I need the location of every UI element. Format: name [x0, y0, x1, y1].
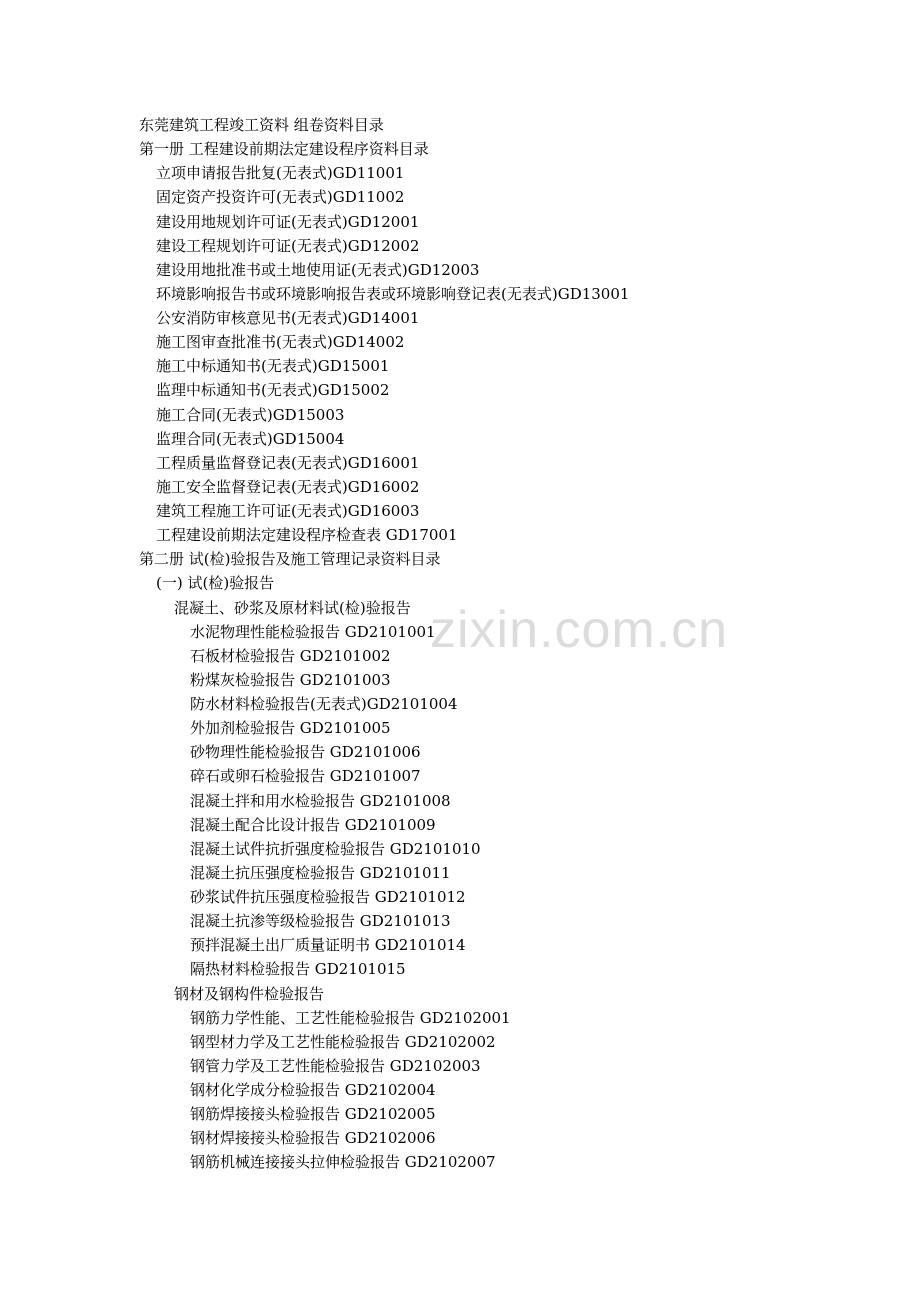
toc-subsection: 混凝土、砂浆及原材料试(检)验报告 — [174, 598, 411, 617]
toc-heading: 第二册 试(检)验报告及施工管理记录资料目录 — [139, 550, 441, 569]
toc-item: 固定资产投资许可(无表式)GD11002 — [156, 188, 405, 207]
toc-item: 立项申请报告批复(无表式)GD11001 — [156, 164, 405, 183]
toc-subitem: 混凝土抗渗等级检验报告 GD2101013 — [190, 912, 451, 931]
toc-item: (一) 试(检)验报告 — [156, 574, 275, 593]
toc-item: 工程建设前期法定建设程序检查表 GD17001 — [156, 526, 458, 545]
toc-subitem: 混凝土拌和用水检验报告 GD2101008 — [190, 791, 451, 810]
toc-item: 施工安全监督登记表(无表式)GD16002 — [156, 477, 420, 496]
toc-item: 监理中标通知书(无表式)GD15002 — [156, 381, 390, 400]
toc-subitem: 水泥物理性能检验报告 GD2101001 — [190, 622, 436, 641]
toc-subitem: 钢筋机械连接接头拉伸检验报告 GD2102007 — [190, 1153, 496, 1172]
toc-heading: 东莞建筑工程竣工资料 组卷资料目录 — [139, 116, 384, 134]
toc-subitem: 钢管力学及工艺性能检验报告 GD2102003 — [190, 1056, 481, 1075]
toc-subitem: 钢材焊接接头检验报告 GD2102006 — [190, 1129, 436, 1148]
toc-item: 工程质量监督登记表(无表式)GD16001 — [156, 453, 420, 472]
toc-subitem: 混凝土抗压强度检验报告 GD2101011 — [190, 863, 451, 882]
toc-item: 施工中标通知书(无表式)GD15001 — [156, 357, 390, 376]
toc-subitem: 砂浆试件抗压强度检验报告 GD2101012 — [190, 888, 466, 906]
toc-item: 监理合同(无表式)GD15004 — [156, 429, 345, 448]
toc-subitem: 钢材化学成分检验报告 GD2102004 — [190, 1081, 436, 1099]
table-of-contents — [139, 113, 899, 1175]
toc-item: 建设工程规划许可证(无表式)GD12002 — [156, 236, 420, 255]
toc-subitem: 砂物理性能检验报告 GD2101006 — [190, 743, 421, 762]
toc-item: 建设用地规划许可证(无表式)GD12001 — [156, 212, 420, 231]
toc-subsection: 钢材及钢构件检验报告 — [174, 984, 325, 1003]
toc-subitem: 粉煤灰检验报告 GD2101003 — [190, 670, 391, 689]
toc-subitem: 钢筋焊接接头检验报告 GD2102005 — [190, 1105, 436, 1124]
toc-subitem: 钢型材力学及工艺性能检验报告 GD2102002 — [190, 1032, 496, 1051]
toc-item: 环境影响报告书或环境影响报告表或环境影响登记表(无表式)GD13001 — [156, 284, 630, 303]
toc-item: 建设用地批准书或土地使用证(无表式)GD12003 — [156, 260, 480, 279]
toc-item: 建筑工程施工许可证(无表式)GD16003 — [156, 502, 420, 520]
toc-subitem: 外加剂检验报告 GD2101005 — [190, 719, 391, 738]
watermark: zixin.com.cn — [430, 601, 729, 659]
toc-subitem: 防水材料检验报告(无表式)GD2101004 — [190, 695, 458, 713]
toc-subitem: 混凝土试件抗折强度检验报告 GD2101010 — [190, 839, 481, 858]
toc-subitem: 碎石或卵石检验报告 GD2101007 — [190, 767, 421, 786]
toc-item: 公安消防审核意见书(无表式)GD14001 — [156, 309, 420, 327]
toc-subitem: 预拌混凝土出厂质量证明书 GD2101014 — [190, 936, 466, 955]
toc-item: 施工图审查批准书(无表式)GD14002 — [156, 333, 405, 352]
toc-subitem: 钢筋力学性能、工艺性能检验报告 GD2102001 — [190, 1008, 511, 1027]
toc-heading: 第一册 工程建设前期法定建设程序资料目录 — [139, 140, 429, 159]
toc-subitem: 隔热材料检验报告 GD2101015 — [190, 960, 406, 979]
toc-item: 施工合同(无表式)GD15003 — [156, 405, 345, 424]
toc-subitem: 石板材检验报告 GD2101002 — [190, 646, 391, 665]
toc-subitem: 混凝土配合比设计报告 GD2101009 — [190, 815, 436, 834]
